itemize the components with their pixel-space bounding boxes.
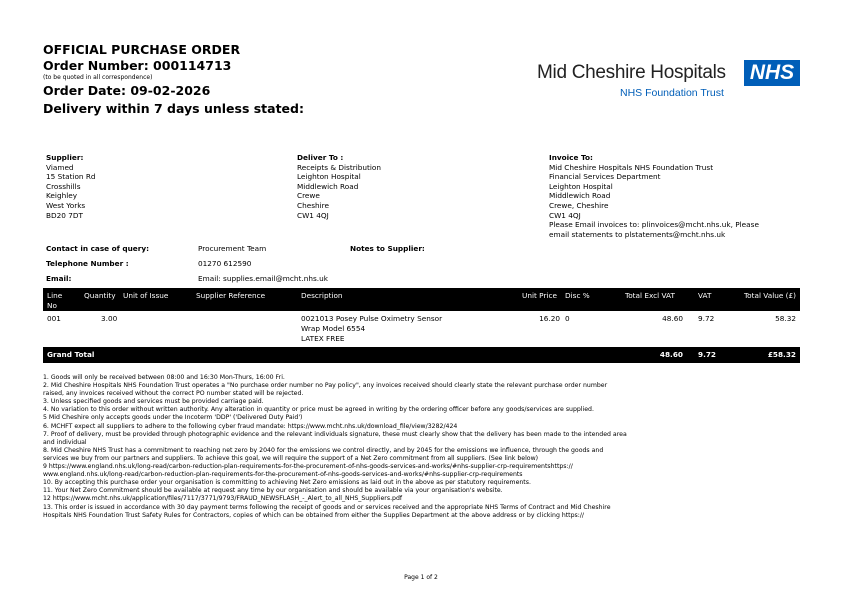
term-line: 12 https://www.mcht.nhs.uk/application/files/7117/3771/9793/FRAUD_NEWSFLASH_-_Alert_to_all_NHS_Suppliers.pdf [43, 495, 403, 503]
col-quantity: Quantity [84, 291, 116, 300]
invoice-to-line: CW1 4QJ [549, 210, 581, 220]
invoice-to-line: Crewe, Cheshire [549, 200, 609, 210]
col-vat: VAT [698, 291, 712, 300]
term-line: 11. Your Net Zero Commitment should be available at request any time by our organisation and should be available via your organisation's website. [43, 487, 503, 495]
email-value: Email: supplies.email@mcht.nhs.uk [198, 274, 328, 283]
col-supplier-reference: Supplier Reference [196, 291, 266, 300]
order-date: Order Date: 09-02-2026 [43, 83, 211, 98]
telephone-value: 01270 612590 [198, 259, 252, 268]
term-line: 1. Goods will only be received between 08:00 and 16:30 Mon-Thurs, 16:00 Fri. [43, 374, 285, 381]
col-description: Description [301, 291, 343, 300]
trust-logo [530, 58, 800, 103]
cell-description: 0021013 Posey Pulse Oximetry Sensor [301, 314, 443, 323]
supplier-block [46, 153, 276, 220]
col-total-excl-vat: Total Excl VAT [625, 291, 675, 300]
col-line: Line [47, 291, 63, 300]
logo-trust: NHS Foundation Trust [620, 87, 724, 99]
invoice-to-line: email statements to plstatements@mcht.nhs.uk [549, 229, 726, 239]
term-line: 13. This order is issued in accordance with 30 day payment terms following the receipt of goods and or services received and the appropriate NHS Terms of Contract and Mid Cheshire [43, 503, 611, 511]
supplier-line: Crosshills [46, 181, 81, 191]
grand-total-excl-vat: 48.60 [659, 350, 683, 359]
deliver-to-line: Leighton Hospital [297, 172, 361, 182]
invoice-to-line: Middlewich Road [549, 191, 611, 201]
cell-disc: 0 [565, 314, 570, 323]
deliver-to-line: Receipts & Distribution [297, 162, 381, 172]
cell-total-excl-vat: 48.60 [662, 314, 683, 323]
supplier-line: BD20 7DT [46, 210, 83, 220]
grand-total-value: £58.32 [767, 350, 796, 359]
deliver-to-line: Cheshire [297, 200, 329, 210]
delivery-note: Delivery within 7 days unless stated: [43, 101, 304, 116]
term-line: 8. Mid Cheshire NHS Trust has a commitment to reaching net zero by 2040 for the emissions we control directly, and by 2045 for the emissions we influence, through the goods and [43, 446, 604, 454]
table-header [43, 288, 800, 311]
term-line: services we buy from our partners and suppliers. To achieve this goal, we will require the support of a Net Zero commitment from all suppliers. (See link below) [43, 454, 539, 462]
notes-to-supplier-label: Notes to Supplier: [350, 244, 425, 253]
col-total-value: Total Value (£) [743, 291, 796, 300]
invoice-to-block [549, 153, 839, 239]
col-disc: Disc % [565, 291, 590, 300]
table-row [43, 314, 800, 344]
col-unit-of-issue: Unit of Issue [123, 291, 169, 300]
logo-name: Mid Cheshire Hospitals [537, 62, 726, 83]
invoice-to-line: Please Email invoices to: plinvoices@mcht.nhs.uk, Please [549, 220, 759, 230]
cell-total-value: 58.32 [775, 314, 796, 323]
deliver-to-block [297, 153, 527, 220]
term-line: 5 Mid Cheshire only accepts goods under the Incoterm 'DDP' ('Delivered Duty Paid') [43, 414, 303, 422]
deliver-to-line: Crewe [297, 191, 320, 201]
invoice-to-label: Invoice To: [549, 153, 593, 162]
nhs-badge: NHS [744, 60, 800, 86]
col-unit-price: Unit Price [522, 291, 557, 300]
order-number: Order Number: 000114713 [43, 58, 232, 73]
invoice-to-line: Leighton Hospital [549, 181, 613, 191]
term-line: 10. By accepting this purchase order your organisation is committing to achieving Net Zero emissions as laid out in the above as per statutory requirements. [43, 479, 531, 487]
cell-vat: 9.72 [698, 314, 715, 323]
cell-description: LATEX FREE [301, 334, 345, 343]
supplier-line: Keighley [46, 191, 78, 201]
quote-note: (to be quoted in all correspondence) [43, 74, 153, 81]
grand-total-row [43, 347, 800, 363]
term-line: 4. No variation to this order without written authority. Any alteration in quantity or price must be agreed in writing by the ordering officer before any goods/services are supplied. [43, 406, 594, 414]
term-line: 2. Mid Cheshire Hospitals NHS Foundation Trust operates a "No purchase order number no Pay policy", any invoices received should clearly state the relevant purchase order number [43, 382, 608, 390]
contact-query-value: Procurement Team [198, 244, 267, 253]
supplier-line: Viamed [46, 162, 74, 172]
cell-line: 001 [47, 314, 61, 323]
grand-total-vat: 9.72 [698, 350, 717, 359]
col-line-no: No [47, 301, 57, 310]
telephone-label: Telephone Number : [46, 259, 129, 268]
cell-unit-price: 16.20 [539, 314, 560, 323]
term-line: Hospitals NHS Foundation Trust Safety Rules for Contractors, copies of which can be obtained from either the Supplies Department at the above address or by clicking https:// [43, 511, 585, 519]
terms-block [43, 374, 803, 520]
term-line: 6. MCHFT expect all suppliers to adhere to the following cyber fraud mandate: https://www.mcht.nhs.uk/download_file/view/3282/424 [43, 422, 458, 430]
invoice-to-line: Financial Services Department [549, 172, 661, 182]
email-label: Email: [46, 274, 72, 283]
term-line: 3. Unless specified goods and services must be provided carriage paid. [43, 398, 264, 406]
supplier-line: 15 Station Rd [46, 172, 96, 182]
page-number: Page 1 of 2 [404, 574, 438, 581]
po-title: OFFICIAL PURCHASE ORDER [43, 42, 241, 57]
term-line: www.england.nhs.uk/long-read/carbon-reduction-plan-requirements-for-the-procurement-of-nhs-goods-services-and-works/#nhs-supplier-crp-requirements [43, 471, 523, 479]
term-line: 7. Proof of delivery, must be provided through photographic evidence and the relevant individuals signature, these must clearly show that the delivery has been made to the intended area [43, 430, 627, 438]
deliver-to-label: Deliver To : [297, 153, 344, 162]
deliver-to-line: Middlewich Road [297, 181, 359, 191]
term-line: 9 https://www.england.nhs.uk/long-read/carbon-reduction-plan-requirements-for-the-procurement-of-nhs-goods-services-and-works/#nhs-supplier-crp-requirementshttps:// [43, 463, 573, 471]
cell-quantity: 3.00 [101, 314, 118, 323]
invoice-to-line: Mid Cheshire Hospitals NHS Foundation Trust [549, 162, 714, 172]
cell-description: Wrap Model 6554 [301, 324, 366, 333]
supplier-line: West Yorks [46, 200, 86, 210]
term-line: raised, any invoices received without the correct PO number stated will be rejected. [43, 390, 304, 398]
grand-total-label: Grand Total [47, 350, 95, 359]
contact-query-label: Contact in case of query: [46, 244, 150, 253]
deliver-to-line: CW1 4QJ [297, 210, 329, 220]
term-line: and individual [43, 438, 87, 446]
supplier-label: Supplier: [46, 153, 84, 162]
